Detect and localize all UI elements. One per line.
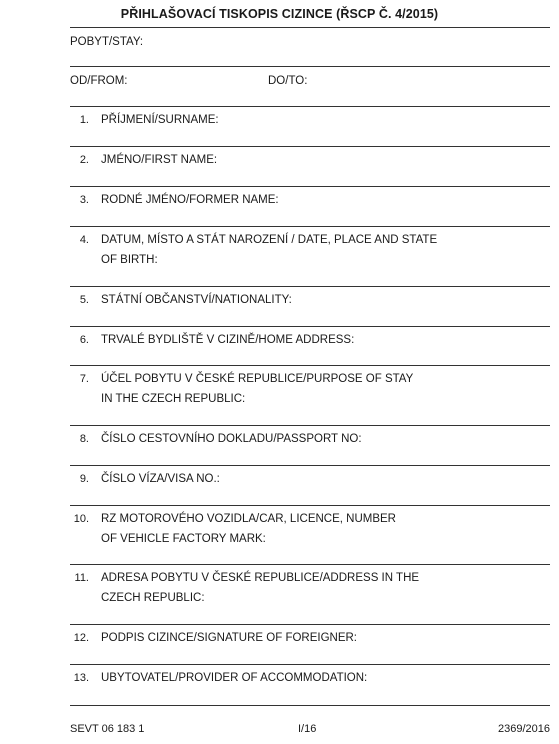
stay-label: POBYT/STAY:	[70, 36, 144, 48]
footer-page: I/16	[298, 723, 317, 735]
item-number: 3.	[79, 194, 89, 206]
footer-number: 2369/2016	[498, 723, 550, 735]
item-number: 6.	[79, 334, 89, 346]
item-label: RODNÉ JMÉNO/FORMER NAME:	[101, 194, 279, 206]
footer-code: SEVT 06 183 1	[70, 723, 145, 735]
item-number: 12.	[73, 632, 89, 644]
item-label: ADRESA POBYTU V ČESKÉ REPUBLICE/ADDRESS IN THE	[101, 572, 420, 584]
item-fill-line[interactable]	[70, 505, 550, 506]
item-label: RZ MOTOROVÉHO VOZIDLA/CAR, LICENCE, NUMBER	[101, 513, 396, 525]
item-label: PŘÍJMENÍ/SURNAME:	[101, 114, 219, 126]
item-label: ČÍSLO VÍZA/VISA NO.:	[101, 473, 220, 485]
item-number: 5.	[79, 294, 89, 306]
form-title: PŘIHLAŠOVACÍ TISKOPIS CIZINCE (ŘSCP Č. 4/2015)	[120, 7, 439, 21]
title-rule	[70, 27, 550, 28]
item-fill-line[interactable]	[70, 425, 550, 426]
item-number: 9.	[79, 473, 89, 485]
item-number: 10.	[73, 513, 89, 525]
item-number: 1.	[79, 114, 89, 126]
item-fill-line[interactable]	[70, 664, 550, 665]
item-label: UBYTOVATEL/PROVIDER OF ACCOMMODATION:	[101, 672, 368, 684]
item-fill-line[interactable]	[70, 365, 550, 366]
item-fill-line[interactable]	[70, 326, 550, 327]
item-label: CZECH REPUBLIC:	[101, 592, 205, 604]
item-label: DATUM, MÍSTO A STÁT NAROZENÍ / DATE, PLACE AND STATE	[101, 234, 438, 246]
item-number: 4.	[79, 234, 89, 246]
item-fill-line[interactable]	[70, 624, 550, 625]
item-label: TRVALÉ BYDLIŠTĚ V CIZINĚ/HOME ADDRESS:	[101, 334, 355, 346]
item-fill-line[interactable]	[70, 465, 550, 466]
item-number: 8.	[79, 433, 89, 445]
item-label: ÚČEL POBYTU V ČESKÉ REPUBLICE/PURPOSE OF STAY	[101, 373, 414, 385]
item-fill-line[interactable]	[70, 705, 550, 706]
item-label: ČÍSLO CESTOVNÍHO DOKLADU/PASSPORT NO:	[101, 433, 362, 445]
item-fill-line[interactable]	[70, 564, 550, 565]
item-fill-line[interactable]	[70, 226, 550, 227]
item-label: IN THE CZECH REPUBLIC:	[101, 393, 246, 405]
item-fill-line[interactable]	[70, 146, 550, 147]
from-label: OD/FROM:	[70, 75, 128, 87]
stay-line	[70, 66, 550, 67]
item-label: STÁTNÍ OBČANSTVÍ/NATIONALITY:	[101, 294, 292, 306]
item-label: OF VEHICLE FACTORY MARK:	[101, 533, 266, 545]
from-to-line	[70, 106, 550, 107]
item-fill-line[interactable]	[70, 186, 550, 187]
to-label: DO/TO:	[268, 75, 308, 87]
item-number: 13.	[73, 672, 89, 684]
item-number: 7.	[79, 373, 89, 385]
item-label: PODPIS CIZINCE/SIGNATURE OF FOREIGNER:	[101, 632, 358, 644]
item-fill-line[interactable]	[70, 286, 550, 287]
item-label: OF BIRTH:	[101, 254, 158, 266]
item-label: JMÉNO/FIRST NAME:	[101, 154, 218, 166]
item-number: 2.	[79, 154, 89, 166]
item-number: 11.	[74, 572, 89, 584]
